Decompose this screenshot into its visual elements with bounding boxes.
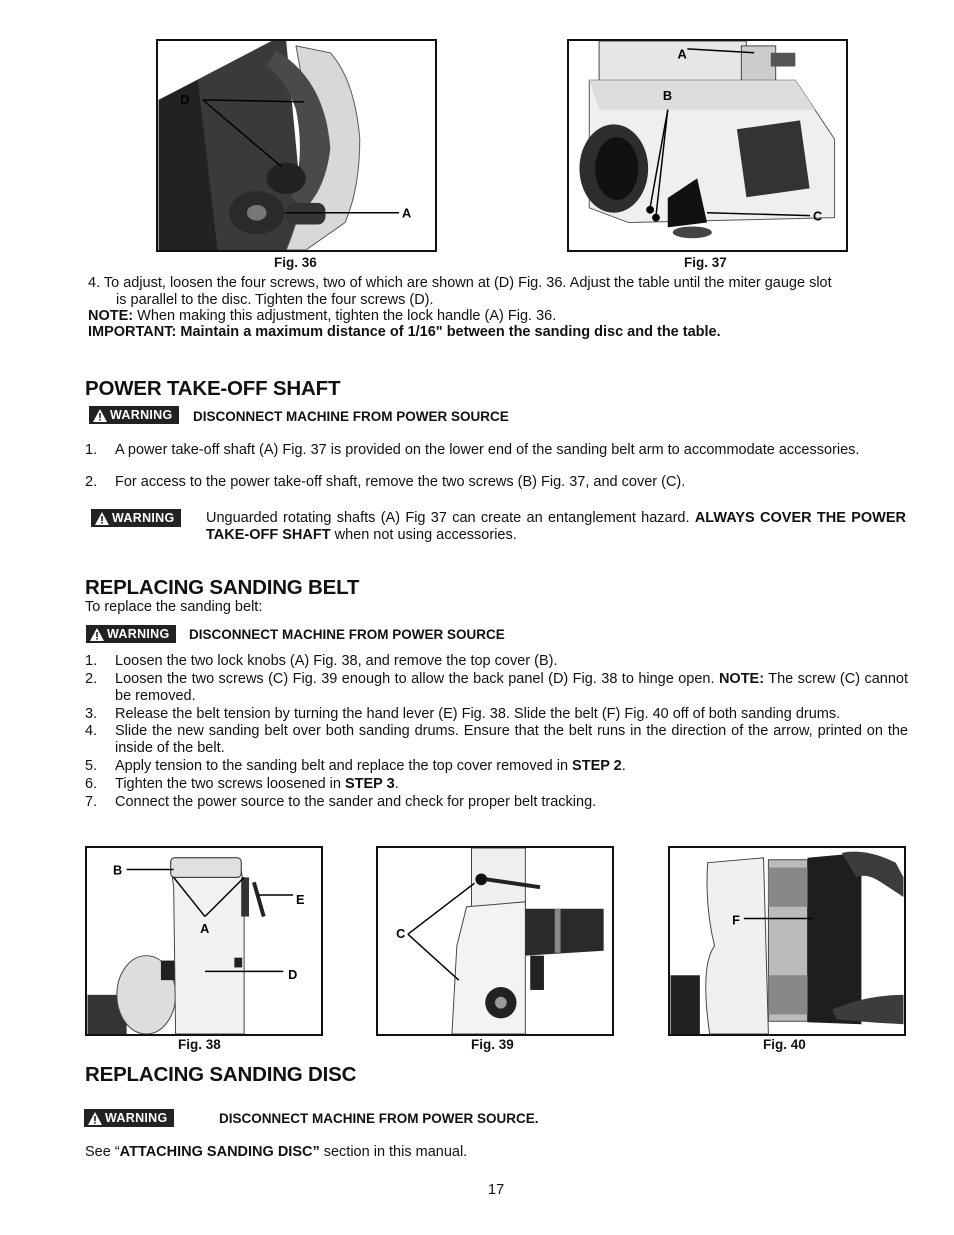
- belt-heading: REPLACING SANDING BELT: [85, 576, 360, 599]
- fig36-caption: Fig. 36: [274, 255, 317, 270]
- figure-36: [156, 39, 437, 252]
- figure-40: [668, 846, 906, 1036]
- fig37-callout-b: B: [662, 87, 673, 103]
- pto-warning-text: DISCONNECT MACHINE FROM POWER SOURCE: [193, 409, 509, 424]
- item-text: [115, 671, 908, 705]
- disc-see-a: See “: [85, 1144, 120, 1160]
- item-text-c: .: [621, 758, 626, 774]
- step-4-text: 4. To adjust, loosen the four screws, two of which are shown at (D) Fig. 36. Adjust the table until the miter gauge slot: [88, 275, 832, 291]
- belt-intro: To replace the sanding belt:: [85, 599, 263, 615]
- pto-item-1: [85, 442, 908, 459]
- figure-37-photo: [569, 41, 846, 250]
- warning-badge: [86, 625, 176, 643]
- fig38-callout-e: E: [296, 891, 305, 907]
- warning-label: WARNING: [110, 408, 173, 422]
- figure-39: [376, 846, 614, 1036]
- note-line: [88, 308, 556, 325]
- item-text: Loosen the two lock knobs (A) Fig. 38, and remove the top cover (B).: [115, 653, 558, 669]
- fig37-callout-a: A: [677, 46, 687, 62]
- item-text-b: STEP 2: [572, 758, 622, 774]
- disc-see-b: ATTACHING SANDING DISC”: [119, 1144, 320, 1160]
- warning-badge: [89, 406, 179, 424]
- fig38-callout-d: D: [288, 967, 298, 983]
- fig36-callout-a: A: [401, 205, 412, 221]
- pto-warning-2-c: when not using accessories.: [330, 527, 517, 543]
- pto-warning-2-b: ALWAYS COVER THE POWER TAKE-OFF SHAFT: [206, 510, 906, 543]
- belt-item-6: [85, 776, 908, 793]
- fig37-caption: Fig. 37: [684, 255, 727, 270]
- warning-triangle-icon: [88, 1112, 102, 1125]
- fig38-callout-b: B: [112, 862, 123, 878]
- fig39-callout-c: C: [396, 926, 406, 942]
- item-text-c: .: [394, 776, 399, 792]
- item-text-a: Tighten the two screws loosened in: [115, 776, 345, 792]
- figure-37: [567, 39, 848, 252]
- warning-badge: [91, 509, 181, 527]
- warning-label: WARNING: [112, 511, 175, 525]
- note-label: NOTE:: [88, 308, 134, 324]
- fig38-caption: Fig. 38: [178, 1037, 221, 1052]
- item-text-a: Apply tension to the sanding belt and replace the top cover removed in: [115, 758, 573, 774]
- item-text-a: Loosen the two screws (C) Fig. 39 enough to allow the back panel (D) Fig. 38 to hinge open.: [115, 671, 719, 687]
- item-number: 7.: [85, 794, 98, 810]
- item-number: 6.: [85, 776, 98, 792]
- belt-item-1: [85, 653, 908, 670]
- fig39-caption: Fig. 39: [471, 1037, 514, 1052]
- warning-badge: [84, 1109, 174, 1127]
- warning-triangle-icon: [95, 512, 109, 525]
- warning-label: WARNING: [105, 1111, 168, 1125]
- item-number: 3.: [85, 706, 98, 722]
- item-number: 2.: [85, 474, 98, 490]
- disc-see-line: [85, 1144, 467, 1161]
- belt-item-4: [85, 723, 908, 757]
- item-text-b: NOTE:: [718, 671, 765, 687]
- item-text: [115, 758, 908, 775]
- item-text: [115, 776, 908, 793]
- important-note: IMPORTANT: Maintain a maximum distance of 1/16" between the sanding disc and the table.: [88, 324, 721, 340]
- item-text: Release the belt tension by turning the hand lever (E) Fig. 38. Slide the belt (F) Fig. 40 off of both sanding drums.: [115, 706, 841, 722]
- page-number: 17: [488, 1182, 505, 1198]
- warning-label: WARNING: [107, 627, 170, 641]
- step-4-continuation: is parallel to the disc. Tighten the four screws (D).: [116, 292, 434, 308]
- item-text: A power take-off shaft (A) Fig. 37 is provided on the lower end of the sanding belt arm to accommodate accessories.: [115, 442, 860, 458]
- disc-heading: REPLACING SANDING DISC: [85, 1063, 357, 1086]
- item-number: 2.: [85, 671, 98, 687]
- warning-triangle-icon: [93, 409, 107, 422]
- figure-36-photo: [158, 41, 435, 250]
- pto-warning-2: [206, 510, 906, 544]
- fig40-callout-f: F: [732, 912, 740, 928]
- warning-triangle-icon: [90, 628, 104, 641]
- belt-item-3: [85, 706, 908, 723]
- item-text-c: The screw (C) cannot be removed.: [115, 671, 908, 704]
- item-text: For access to the power take-off shaft, remove the two screws (B) Fig. 37, and cover (C).: [115, 474, 686, 490]
- figure-39-photo: [378, 848, 612, 1034]
- pto-warning-2-a: Unguarded rotating shafts (A) Fig 37 can create an entanglement hazard.: [206, 510, 695, 526]
- figure-40-photo: [670, 848, 904, 1034]
- note-text: When making this adjustment, tighten the lock handle (A) Fig. 36.: [133, 308, 557, 324]
- fig36-callout-d: D: [180, 91, 190, 107]
- item-number: 5.: [85, 758, 98, 774]
- figure-38: [85, 846, 323, 1036]
- item-text-b: STEP 3: [344, 776, 395, 792]
- fig37-callout-c: C: [812, 208, 823, 224]
- pto-item-2: [85, 474, 908, 491]
- pto-heading: POWER TAKE-OFF SHAFT: [85, 377, 341, 400]
- item-number: 4.: [85, 723, 98, 739]
- belt-item-7: [85, 794, 908, 811]
- disc-warning-text: DISCONNECT MACHINE FROM POWER SOURCE.: [219, 1111, 539, 1126]
- disc-see-c: section in this manual.: [319, 1144, 468, 1160]
- figure-38-photo: [87, 848, 321, 1034]
- fig38-callout-a: A: [200, 921, 210, 937]
- item-text: Slide the new sanding belt over both sanding drums. Ensure that the belt runs in the direction of the arrow, printed on the inside of the belt.: [115, 723, 908, 756]
- fig40-caption: Fig. 40: [763, 1037, 806, 1052]
- item-number: 1.: [85, 653, 98, 669]
- belt-item-5: [85, 758, 908, 775]
- belt-warning-text: DISCONNECT MACHINE FROM POWER SOURCE: [189, 627, 505, 642]
- item-text: Connect the power source to the sander and check for proper belt tracking.: [115, 794, 597, 810]
- item-number: 1.: [85, 442, 98, 458]
- belt-item-2: [85, 671, 908, 705]
